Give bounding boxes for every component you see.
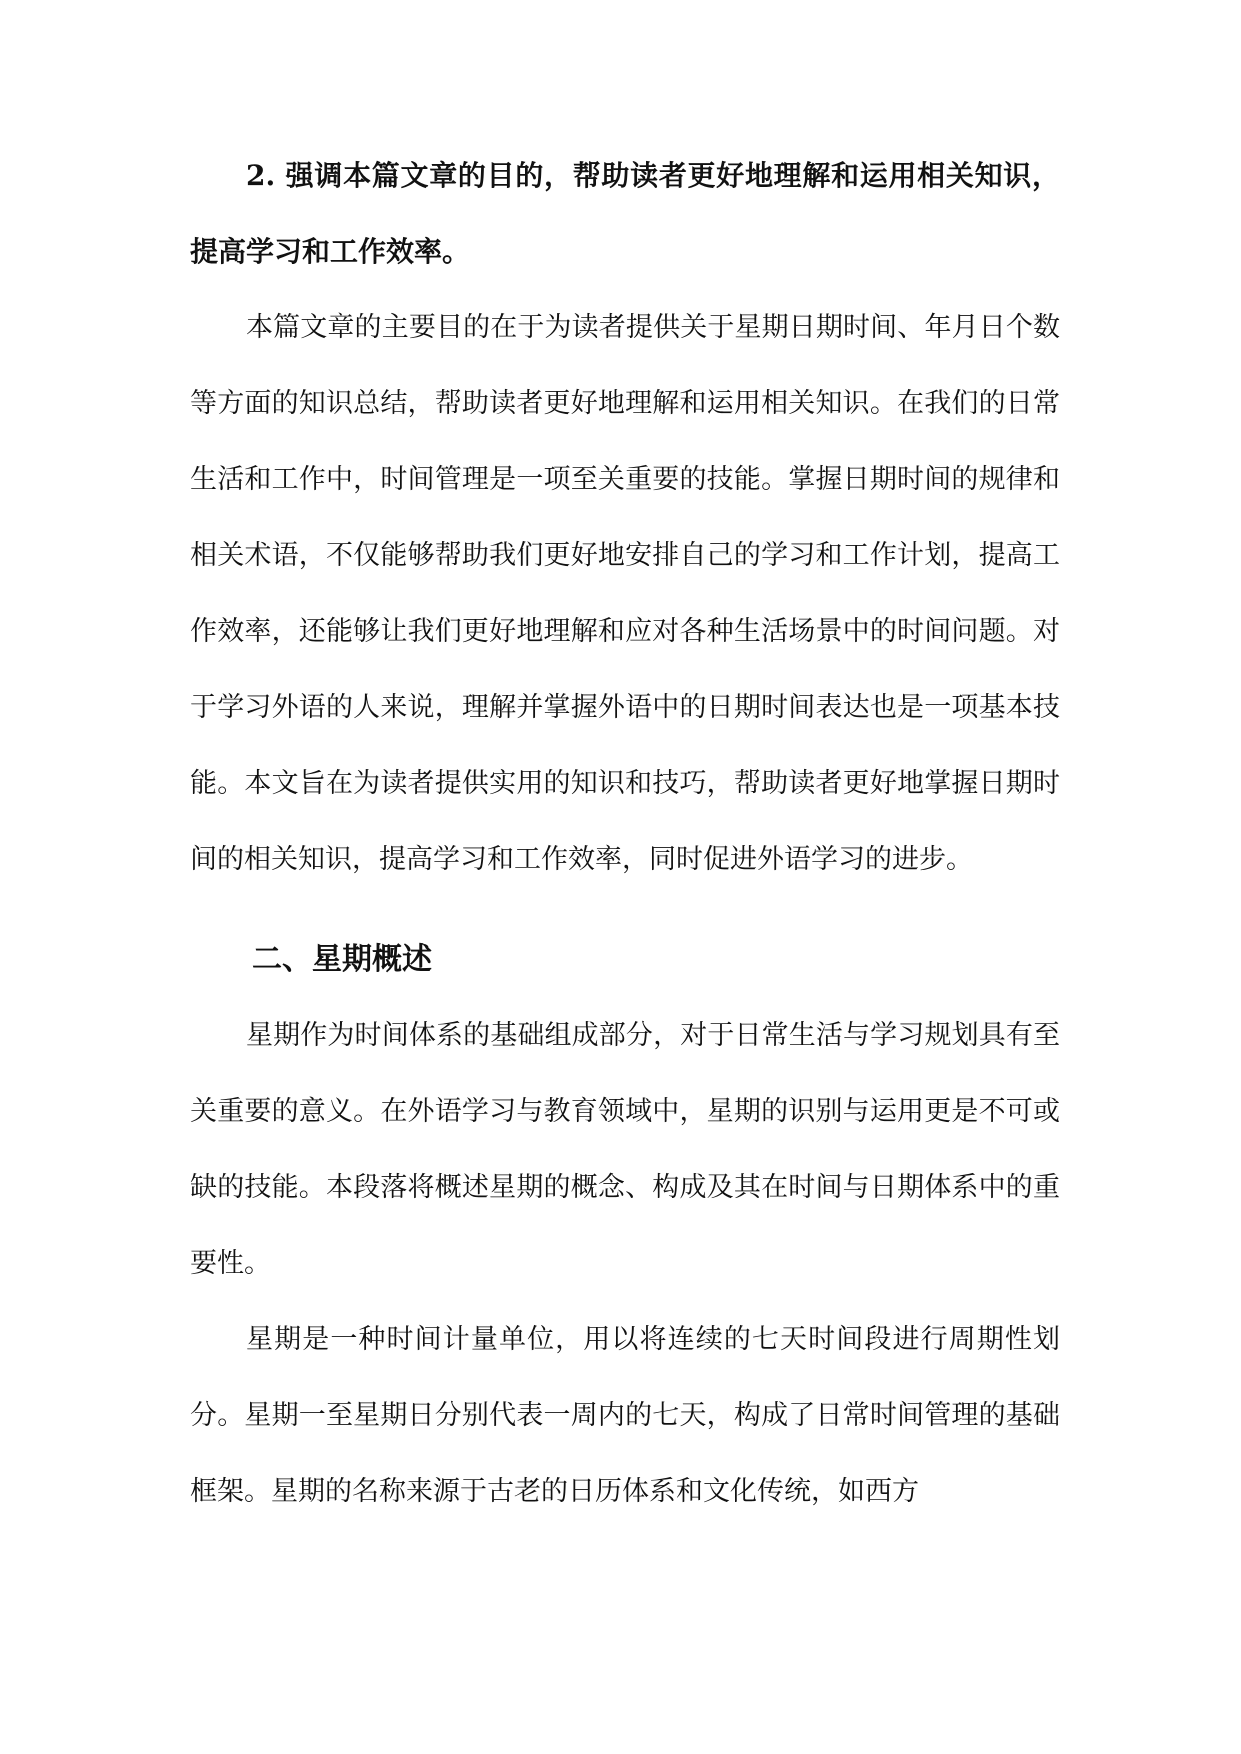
point-2-paragraph: 本篇文章的主要目的在于为读者提供关于星期日期时间、年月日个数等方面的知识总结，帮助读者更好地理解和运用相关知识。在我们的日常生活和工作中，时间管理是一项至关重要的技能。掌握日期时间的规律和相关术语，不仅能够帮助我们更好地安排自己的学习和工作计划，提高工作效率，还能够让我们更好地理解和应对各种生活场景中的时间问题。对于学习外语的人来说，理解并掌握外语中的日期时间表达也是一项基本技能。本文旨在为读者提供实用的知识和技巧，帮助读者更好地掌握日期时间的相关知识，提高学习和工作效率，同时促进外语学习的进步。 [190,312,1060,875]
section-2-title: 二、星期概述 [252,942,432,977]
section-2-paragraph-1: 星期作为时间体系的基础组成部分，对于日常生活与学习规划具有至关重要的意义。在外语学习与教育领域中，星期的识别与运用更是不可或缺的技能。本段落将概述星期的概念、构成及其在时间与日期体系中的重要性。 [190,1020,1060,1279]
point-2-heading: 2. 强调本篇文章的目的，帮助读者更好地理解和运用相关知识，提高学习和工作效率。 [190,159,1060,268]
section-2-paragraph-2: 星期是一种时间计量单位，用以将连续的七天时间段进行周期性划分。星期一至星期日分别代表一周内的七天，构成了日常时间管理的基础框架。星期的名称来源于古老的日历体系和文化传统，如西方 [190,1324,1060,1507]
document-page [190,120,1060,1530]
